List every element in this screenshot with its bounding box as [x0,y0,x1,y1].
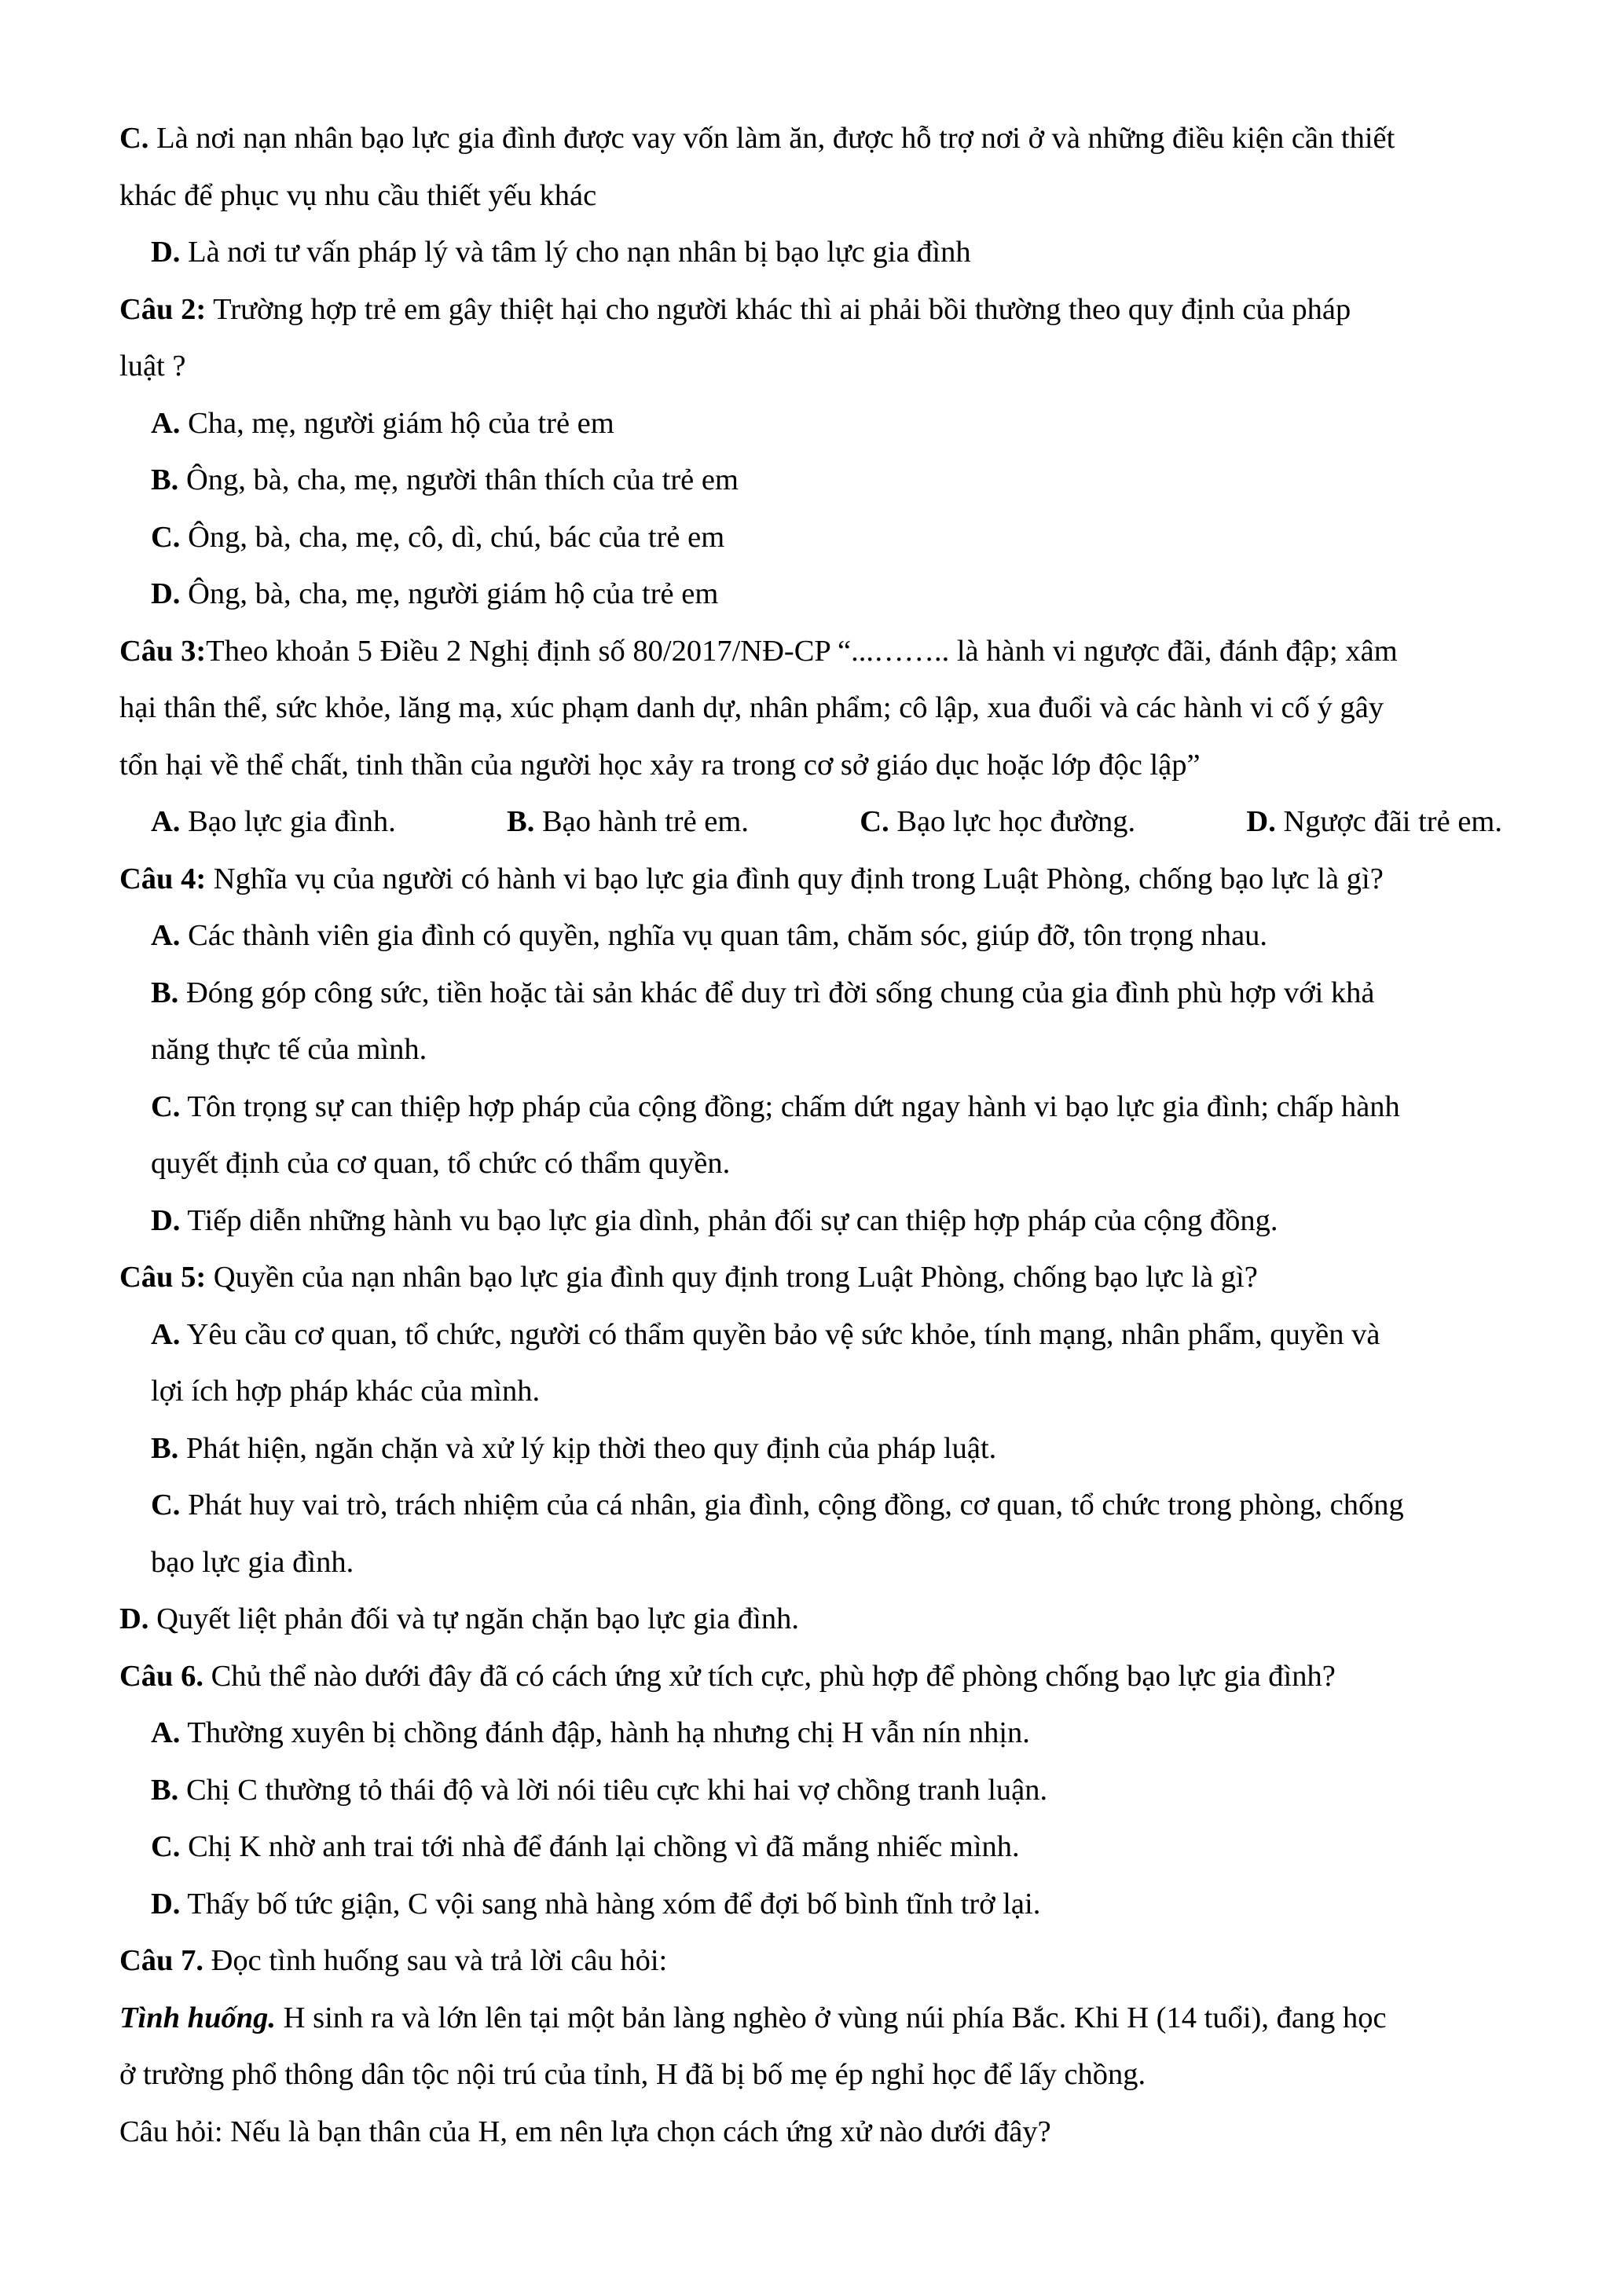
option-text: Quyết liệt phản đối và tự ngăn chặn bạo lực gia đình. [148,1602,799,1635]
q7-stem [119,1932,1518,1990]
question-text: Chủ thể nào dưới đây đã có cách ứng xử tích cực, phù hợp để phòng chống bạo lực gia đình? [203,1659,1336,1693]
q5-option-c [119,1477,1518,1534]
q1-option-c-cont: khác để phục vụ nhu cầu thiết yếu khác [119,178,597,212]
option-text: Ông, bà, cha, mẹ, người thân thích của trẻ em [178,463,739,496]
option-label: A. [151,406,181,440]
q6-option-b [119,1762,1518,1819]
q4-option-b-cont: năng thực tế của mình. [151,1033,427,1066]
option-text: Bạo lực gia đình. [180,805,396,838]
q7-situation-cont: ở trường phổ thông dân tộc nội trú của tỉnh, H đã bị bố mẹ ép nghỉ học để lấy chồng. [119,2058,1146,2091]
option-label: D. [119,1602,149,1635]
q3-stem-cont-1: hại thân thể, sức khỏe, lăng mạ, xúc phạm danh dự, nhân phẩm; cô lập, xua đuổi và các hành vi cố ý gây [119,691,1384,724]
q2-stem-cont: luật ? [119,350,186,383]
q5-stem [119,1249,1518,1306]
q3-option-b [507,793,749,851]
question-text: Theo khoản 5 Điều 2 Nghị định số 80/2017/NĐ-CP “...…….. là hành vi ngược đãi, đánh đập; xâm [206,634,1398,668]
option-text: Tôn trọng sự can thiệp hợp pháp của cộng đồng; chấm dứt ngay hành vi bạo lực gia đình; chấp hành [180,1089,1400,1123]
q5-option-a [119,1306,1518,1364]
option-label: C. [151,1489,181,1522]
q3-option-a [151,793,396,851]
option-text: Ngược đãi trẻ em. [1275,805,1502,838]
option-text: Ông, bà, cha, mẹ, cô, dì, chú, bác của trẻ em [180,520,725,554]
q5-option-a-cont: lợi ích hợp pháp khác của mình. [151,1375,541,1408]
q3-options-row [119,793,1518,851]
option-label: B. [151,1431,179,1465]
q5-option-b [119,1420,1518,1478]
q2-option-a [119,395,1518,452]
q7-question: Câu hỏi: Nếu là bạn thân của H, em nên lựa chọn cách ứng xử nào dưới đây? [119,2115,1051,2148]
option-text: Đóng góp công sức, tiền hoặc tài sản khác để duy trì đời sống chung của gia đình phù hợp với khả [178,976,1375,1009]
option-text: Phát huy vai trò, trách nhiệm của cá nhân, gia đình, cộng đồng, cơ quan, tổ chức trong phòng, chống [180,1489,1404,1522]
option-label: B. [151,463,179,496]
question-label: Câu 2: [119,292,207,326]
q3-option-d [1246,793,1502,851]
option-text: Thường xuyên bị chồng đánh đập, hành hạ nhưng chị H vẫn nín nhịn. [180,1716,1030,1749]
question-text: Quyền của nạn nhân bạo lực gia đình quy định trong Luật Phòng, chống bạo lực là gì? [206,1261,1258,1294]
q6-option-c [119,1818,1518,1876]
option-label: B. [151,1773,179,1807]
q7-situation [119,1990,1518,2047]
option-text: Chị K nhờ anh trai tới nhà để đánh lại chồng vì đã mắng nhiếc mình. [180,1830,1020,1863]
q5-option-c-cont: bạo lực gia đình. [151,1545,354,1579]
q4-stem [119,851,1518,908]
option-label: B. [151,976,179,1009]
option-label: C. [860,805,889,838]
q6-option-a [119,1705,1518,1762]
option-text: Cha, mẹ, người giám hộ của trẻ em [180,406,614,440]
option-label: C. [119,122,149,155]
option-label: D. [151,1887,181,1921]
question-label: Câu 7. [119,1944,203,1977]
q3-stem [119,623,1518,680]
option-label: D. [151,236,181,269]
question-text: Trường hợp trẻ em gây thiệt hại cho người khác thì ai phải bồi thường theo quy định của pháp [206,292,1351,326]
option-label: C. [151,1089,181,1123]
option-label: A. [151,805,181,838]
option-text: Ông, bà, cha, mẹ, người giám hộ của trẻ em [180,577,719,610]
option-label: D. [151,577,181,610]
option-text: Bạo lực học đường. [889,805,1136,838]
situation-label: Tình huống. [119,2001,277,2034]
option-label: A. [151,1317,181,1351]
q6-option-d [119,1876,1518,1933]
option-text: Yêu cầu cơ quan, tổ chức, người có thẩm quyền bảo vệ sức khỏe, tính mạng, nhân phẩm, quyền và [180,1317,1380,1351]
q2-option-b [119,452,1518,509]
option-text: Thấy bố tức giận, C vội sang nhà hàng xóm để đợi bố bình tĩnh trở lại. [180,1887,1041,1921]
option-label: B. [507,805,535,838]
option-text: Phát hiện, ngăn chặn và xử lý kịp thời theo quy định của pháp luật. [178,1431,997,1465]
q2-option-d [119,566,1518,623]
q3-stem-cont-2: tổn hại về thể chất, tinh thần của người học xảy ra trong cơ sở giáo dục hoặc lớp độc lập” [119,748,1201,782]
q2-option-c [119,509,1518,566]
option-text: Chị C thường tỏ thái độ và lời nói tiêu cực khi hai vợ chồng tranh luận. [178,1773,1048,1807]
question-label: Câu 5: [119,1261,207,1294]
q3-option-c [860,793,1135,851]
q4-option-c-cont: quyết định của cơ quan, tổ chức có thẩm quyền. [151,1147,731,1180]
option-label: D. [1246,805,1276,838]
q4-option-a [119,907,1518,965]
option-label: C. [151,1830,181,1863]
document-page [119,110,1518,2160]
option-text: Là nơi tư vấn pháp lý và tâm lý cho nạn nhân bị bạo lực gia đình [180,236,971,269]
q6-stem [119,1648,1518,1705]
option-label: A. [151,1716,181,1749]
option-text: Các thành viên gia đình có quyền, nghĩa vụ quan tâm, chăm sóc, giúp đỡ, tôn trọng nhau. [180,919,1268,952]
q4-option-c [119,1078,1518,1136]
question-label: Câu 6. [119,1659,203,1693]
question-label: Câu 3: [119,634,207,668]
q5-option-d [119,1591,1518,1648]
situation-text: H sinh ra và lớn lên tại một bản làng nghèo ở vùng núi phía Bắc. Khi H (14 tuổi), đang học [276,2001,1387,2034]
option-text: Bạo hành trẻ em. [534,805,749,838]
q4-option-d [119,1192,1518,1250]
q1-option-c [119,110,1518,167]
option-label: C. [151,520,181,554]
option-label: A. [151,919,181,952]
q1-option-d [119,224,1518,281]
option-text: Tiếp diễn những hành vu bạo lực gia dình, phản đối sự can thiệp hợp pháp của cộng đồng. [180,1203,1278,1237]
question-text: Đọc tình huống sau và trả lời câu hỏi: [203,1944,668,1977]
question-text: Nghĩa vụ của người có hành vi bạo lực gia đình quy định trong Luật Phòng, chống bạo lực là gì? [206,862,1384,895]
q4-option-b [119,965,1518,1022]
q2-stem [119,281,1518,339]
question-label: Câu 4: [119,862,207,895]
option-label: D. [151,1203,181,1237]
option-text: Là nơi nạn nhân bạo lực gia đình được vay vốn làm ăn, được hỗ trợ nơi ở và những điều kiện cần thiết [148,122,1395,155]
